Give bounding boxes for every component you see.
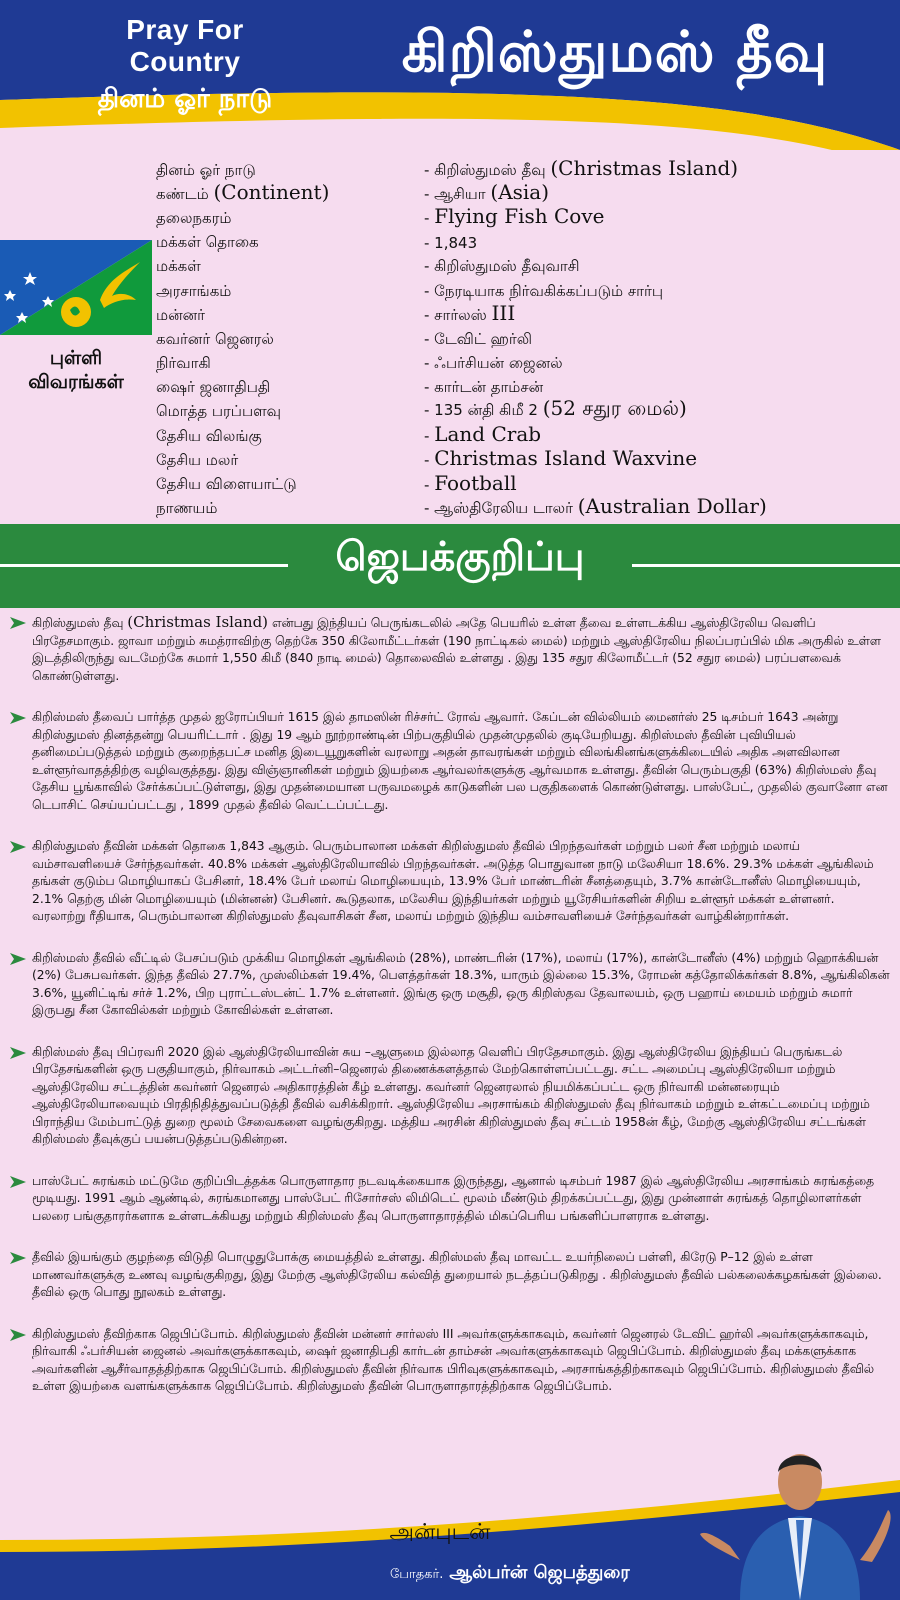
christmas-island-flag [0, 240, 152, 335]
prayer-paragraph: கிறிஸ்துமஸ் தீவிற்காக ஜெபிப்போம். கிறிஸ்துமஸ் தீவின் மன்னர் சார்லஸ் III அவர்களுக்காகவும், கவர்னர் ஜெனரல் டேவிட் ஹர்லி அவர்களுக்காகவும், நிர்வாகி ஃபர்சியன் ஜைனல் அவர்களுக்காகவும், ஷைர் ஜனாதிபதி கார்டன் தாம்சன் அவர்களுக்காகவும் ஜெபிப்போம். கிறிஸ்துமஸ் தீவு மக்களுக்காக அவர்களின் ஆசீர்வாதத்திற்காக ஜெபிப்போம். கிறிஸ்துமஸ் தீவின் நிர்வாக பிரிவுகளுக்காகவும், அரசாங்கத்திற்காகவும் ஜெபிப்போம். கிறிஸ்துமஸ் தீவில் உள்ள இயற்கை வளங்களுக்காக ஜெபிப்போம். கிறிஸ்துமஸ் தீவின் பொருளாதாரத்திற்காக ஜெபிப்போம். [10, 1326, 890, 1396]
fact-value: - 135 ன்தி கிமீ 2 (52 சதுர மைல்) [424, 396, 687, 421]
prayer-paragraph: கிறிஸ்துமஸ் தீவின் மக்கள் தொகை 1,843 ஆகும். பெரும்பாலான மக்கள் கிறிஸ்துமஸ் தீவில் பிறந்தவர்கள் மற்றும் பலர் சீன மற்றும் மலாய் வம்சாவளியைச் சேர்ந்தவர்கள். 40.8% மக்கள் ஆஸ்திரேலியாவில் பிறந்தவர்கள். அடுத்த பொதுவான நாடு மலேசியா 18.6%. 29.3% மக்கள் ஆங்கிலம் தங்கள் குடும்ப மொழியாகப் பேசினர், 18.4% பேர் மலாய் மொழியையும், 13.9% பேர் மாண்டரின் சீனத்தையும், 3.7% கான்டோனீஸ் மொழியையும், 2.1% தெற்கு மின் மொழியையும் (மின்னன்) பேசினர். கூடுதலாக, மலேசிய இந்தியர்கள் மற்றும் யூரேசியர்களின் சிறிய உள்ளூர் மக்கள் உள்ளனர். வரலாற்று ரீதியாக, பெரும்பாலான கிறிஸ்துமஸ் தீவுவாசிகள் சீன, மலாய் மற்றும் இந்திய வம்சாவளியைச் சேர்ந்தவர்கள் வாழ்கின்றார்கள். [10, 838, 890, 926]
fact-value: - கிறிஸ்துமஸ் தீவுவாசி [424, 257, 580, 276]
fact-row [156, 180, 896, 204]
fact-key: தினம் ஓர் நாடு [156, 160, 256, 179]
prayer-paragraph: கிறிஸ்மஸ் தீவில் வீட்டில் பேசப்படும் முக்கிய மொழிகள் ஆங்கிலம் (28%), மாண்டரின் (17%), மலாய் (17%), கான்டோனீஸ் (4%) மற்றும் ஹொக்கியன் (2%) பேசுபவர்கள். இந்த தீவில் 27.7%, முஸ்லிம்கள் 19.4%, பௌத்தர்கள் 18.3%, யாரும் இல்லை 15.3%, ரோமன் கத்தோலிக்கர்கள் 8.8%, ஆங்கிலிகன் 3.6%, யூனிட்டிங் சர்ச் 1.2%, பிற புராட்டஸ்டன்ட் 1.7% உள்ளனர். இங்கு ஒரு மசூதி, ஒரு கிறிஸ்தவ தேவாலயம், ஒரு பஹாய் மையம் மற்றும் சுமார் இருபது சீன கோவில்கள் மற்றும் கோவில்கள் உள்ளன. [10, 950, 890, 1020]
arrow-bullet-icon [10, 1176, 26, 1188]
author-prefix: போதகர். [390, 1567, 444, 1582]
fact-row [156, 350, 896, 374]
header-tagline [70, 14, 300, 117]
arrow-bullet-icon [10, 1047, 26, 1059]
arrow-bullet-icon [10, 953, 26, 965]
fact-value: - 1,843 [424, 233, 478, 252]
author-signature [390, 1562, 730, 1585]
fact-key: தலைநகரம் [156, 208, 232, 227]
fact-value: - நேரடியாக நிர்வகிக்கப்படும் சார்பு [424, 281, 663, 300]
header-tagline-en: Pray For Country [126, 14, 244, 77]
arrow-bullet-icon [10, 712, 26, 724]
fact-key: நாணயம் [156, 499, 218, 518]
fact-value: - Land Crab [424, 422, 542, 447]
fact-key: அரசாங்கம் [156, 281, 232, 300]
fact-key: கவர்னர் ஜெனரல் [156, 329, 274, 348]
fact-row [156, 422, 896, 446]
banner-title: ஜெபக்குறிப்பு [335, 534, 585, 580]
prayer-points [10, 614, 890, 1420]
fact-row [156, 325, 896, 349]
fact-key: தேசிய விளையாட்டு [156, 475, 297, 494]
fact-key: மொத்த பரப்பளவு [156, 402, 282, 421]
banner-divider-right [632, 564, 900, 567]
pastor-photo [700, 1410, 900, 1600]
banner-divider-left [0, 564, 288, 567]
fact-value: - கிறிஸ்துமஸ் தீவு (Christmas Island) [424, 155, 739, 180]
fact-row [156, 204, 896, 228]
fact-value: - Flying Fish Cove [424, 204, 605, 229]
fact-key: கண்டம் (Continent) [156, 179, 330, 204]
fact-value: - டேவிட் ஹர்லி [424, 329, 533, 348]
prayer-paragraph: கிறிஸ்மஸ் தீவைப் பார்த்த முதல் ஐரோப்பியர் 1615 இல் தாமஸின் ரிச்சர்ட் ரோவ் ஆவார். கேப்டன் வில்லியம் மைனர்ஸ் 25 டிசம்பர் 1643 அன்று கிறிஸ்துமஸ் தினத்தன்று பெயரிட்டார் . இது 19 ஆம் நூற்றாண்டின் பிற்பகுதியில் முதன்முதலில் குடியேறியது. கிறிஸ்மஸ் தீவின் புவியியல் தனிமைப்படுத்தல் மற்றும் குறைந்தபட்ச மனித இடையூறுகளின் வரலாறு அதன் தாவரங்கள் மற்றும் விலங்கினங்களுக்கிடையில் அதிக அளவிலான உள்ளூர்வாதத்திற்கு வழிவகுத்தது. இது விஞ்ஞானிகள் மற்றும் இயற்கை ஆர்வலர்களுக்கு ஆர்வமாக உள்ளது. தீவின் பெரும்பகுதி (63%) கிறிஸ்மஸ் தீவு தேசிய பூங்காவில் சேர்க்கப்பட்டுள்ளது, இது முதன்மையான பருவமழைக் காடுகளின் பல பகுதிகளைக் கொண்டுள்ளது. பாஸ்பேட், முதலில் குவானோ என டெபாசிட் செய்யப்பட்டது , 1899 முதல் தீவில் வெட்டப்பட்டது. [10, 709, 890, 814]
facts-label-line1: புள்ளி [49, 347, 103, 369]
fact-value: - ஆஸ்திரேலிய டாலர் (Australian Dollar) [424, 494, 767, 519]
prayer-paragraph: பாஸ்பேட் சுரங்கம் மட்டுமே குறிப்பிடத்தக்க பொருளாதார நடவடிக்கையாக இருந்தது, ஆனால் டிசம்பர் 1987 இல் ஆஸ்திரேலிய அரசாங்கம் சுரங்கத்தை மூடியது. 1991 ஆம் ஆண்டில், சுரங்கமானது பாஸ்பேட் ரிசோர்சஸ் லிமிடெட் மூலம் மீண்டும் திறக்கப்பட்டது, இது முன்னாள் சுரங்கத் தொழிலாளர்கள் பலரை பங்குதாரர்களாக உள்ளடக்கியது மற்றும் கிறிஸ்மஸ் தீவு பொருளாதாரத்தில் மிகப்பெரிய பங்களிப்பாளராக உள்ளது. [10, 1173, 890, 1226]
arrow-bullet-icon [10, 1329, 26, 1341]
fact-row [156, 446, 896, 470]
fact-row [156, 495, 896, 519]
prayer-paragraph: தீவில் இயங்கும் குழந்தை விடுதி பொழுதுபோக்கு மையத்தில் உள்ளது. கிறிஸ்மஸ் தீவு மாவட்ட உயர்நிலைப் பள்ளி, கிரேடு P–12 இல் உள்ள மாணவர்களுக்கு உணவு வழங்குகிறது, இது மேற்கு ஆஸ்திரேலிய கல்வித் துறையால் நடத்தப்படுகிறது . கிறிஸ்துமஸ் தீவில் பல்கலைக்கழகங்கள் இல்லை. தீவில் ஒரு பொது நூலகம் உள்ளது. [10, 1249, 890, 1302]
fact-row [156, 156, 896, 180]
prayer-paragraph: கிறிஸ்துமஸ் தீவு (Christmas Island) என்பது இந்தியப் பெருங்கடலில் அதே பெயரில் உள்ள தீவை உள்ளடக்கிய ஆஸ்திரேலிய வெளிப் பிரதேசமாகும். ஜாவா மற்றும் சுமத்ராவிற்கு தெற்கே 350 கிலோமீட்டர்கள் (190 நாட்டிகல் மைல்) மற்றும் ஆஸ்திரேலிய நிலப்பரப்பில் மிக அருகில் உள்ள இடத்திலிருந்து வடமேற்கே சுமார் 1,550 கிமீ (840 நாடி மைல்) தொலைவில் உள்ளது . இது 135 சதுர கிலோமீட்டர் (52 சதுர மைல்) பரப்பளவைக் கொண்டுள்ளது. [10, 614, 890, 685]
fact-row [156, 229, 896, 253]
page-title: கிறிஸ்துமஸ் தீவு [401, 20, 829, 85]
fact-key: தேசிய விலங்கு [156, 426, 262, 445]
arrow-bullet-icon [10, 617, 26, 629]
fact-value: - ஃபர்சியன் ஜைனல் [424, 354, 563, 373]
facts-table [156, 156, 896, 519]
fact-value: - Football [424, 470, 517, 495]
fact-value: - சார்லஸ் III [424, 300, 516, 325]
fact-key: மக்கள் தொகை [156, 233, 259, 252]
fact-value: - கார்டன் தாம்சன் [424, 378, 544, 397]
fact-row [156, 277, 896, 301]
fact-row [156, 301, 896, 325]
fact-row [156, 398, 896, 422]
fact-value: - Christmas Island Waxvine [424, 446, 698, 471]
fact-key: நிர்வாகி [156, 354, 211, 373]
prayer-paragraph: கிறிஸ்மஸ் தீவு பிப்ரவரி 2020 இல் ஆஸ்திரேலியாவின் சுய –ஆளுமை இல்லாத வெளிப் பிரதேசமாகும். இது ஆஸ்திரேலிய இந்தியப் பெருங்கடல் பிரதேசங்களின் ஒரு பகுதியாகும், நிர்வாகம் அட்டர்னி–ஜெனரல் திணைக்களத்தால் மேற்கொள்ளப்பட்டது. சட்ட அமைப்பு ஆஸ்திரேலியா மற்றும் ஆஸ்திரேலிய சட்டத்தின் கவர்னர் ஜெனரல் அதிகாரத்தின் கீழ் உள்ளது. கவர்னர் ஜெனரலால் நியமிக்கப்பட்ட ஒரு நிர்வாகி மன்னரையும் ஆஸ்திரேலியாவையும் பிரதிநிதித்துவப்படுத்தி தீவில் வசிக்கிறார். ஆஸ்திரேலிய அரசாங்கம் கிறிஸ்துமஸ் தீவு நிர்வாகம் மற்றும் உள்கட்டமைப்பு மற்றும் பிராந்திய மேம்பாட்டுத் துறை மூலம் சேவைகளை வழங்குகிறது. மத்திய அரசின் கிறிஸ்துமஸ் தீவு சட்டம் 1958ன் கீழ், மேற்கு ஆஸ்திரேலிய சட்டங்கள் கிறிஸ்மஸ் தீவுக்குப் பயன்படுத்தப்படுகின்றன. [10, 1044, 890, 1149]
author-name: ஆல்பர்ன் ஜெபத்துரை [449, 1562, 630, 1583]
prayer-banner [0, 524, 900, 608]
fact-row [156, 253, 896, 277]
fact-row [156, 374, 896, 398]
facts-label-line2: விவரங்கள் [28, 371, 124, 393]
facts-label [0, 346, 152, 394]
fact-key: மன்னர் [156, 305, 205, 324]
header-tagline-ta: தினம் ஓர் நாடு [97, 84, 273, 114]
fact-key: தேசிய மலர் [156, 450, 239, 469]
fact-key: மக்கள் [156, 257, 201, 276]
fact-row [156, 470, 896, 494]
arrow-bullet-icon [10, 841, 26, 853]
closing-text: அன்புடன் [389, 1520, 491, 1545]
header [0, 0, 900, 150]
arrow-bullet-icon [10, 1252, 26, 1264]
fact-key: ஷைர் ஜனாதிபதி [156, 378, 271, 397]
fact-value: - ஆசியா (Asia) [424, 179, 550, 204]
